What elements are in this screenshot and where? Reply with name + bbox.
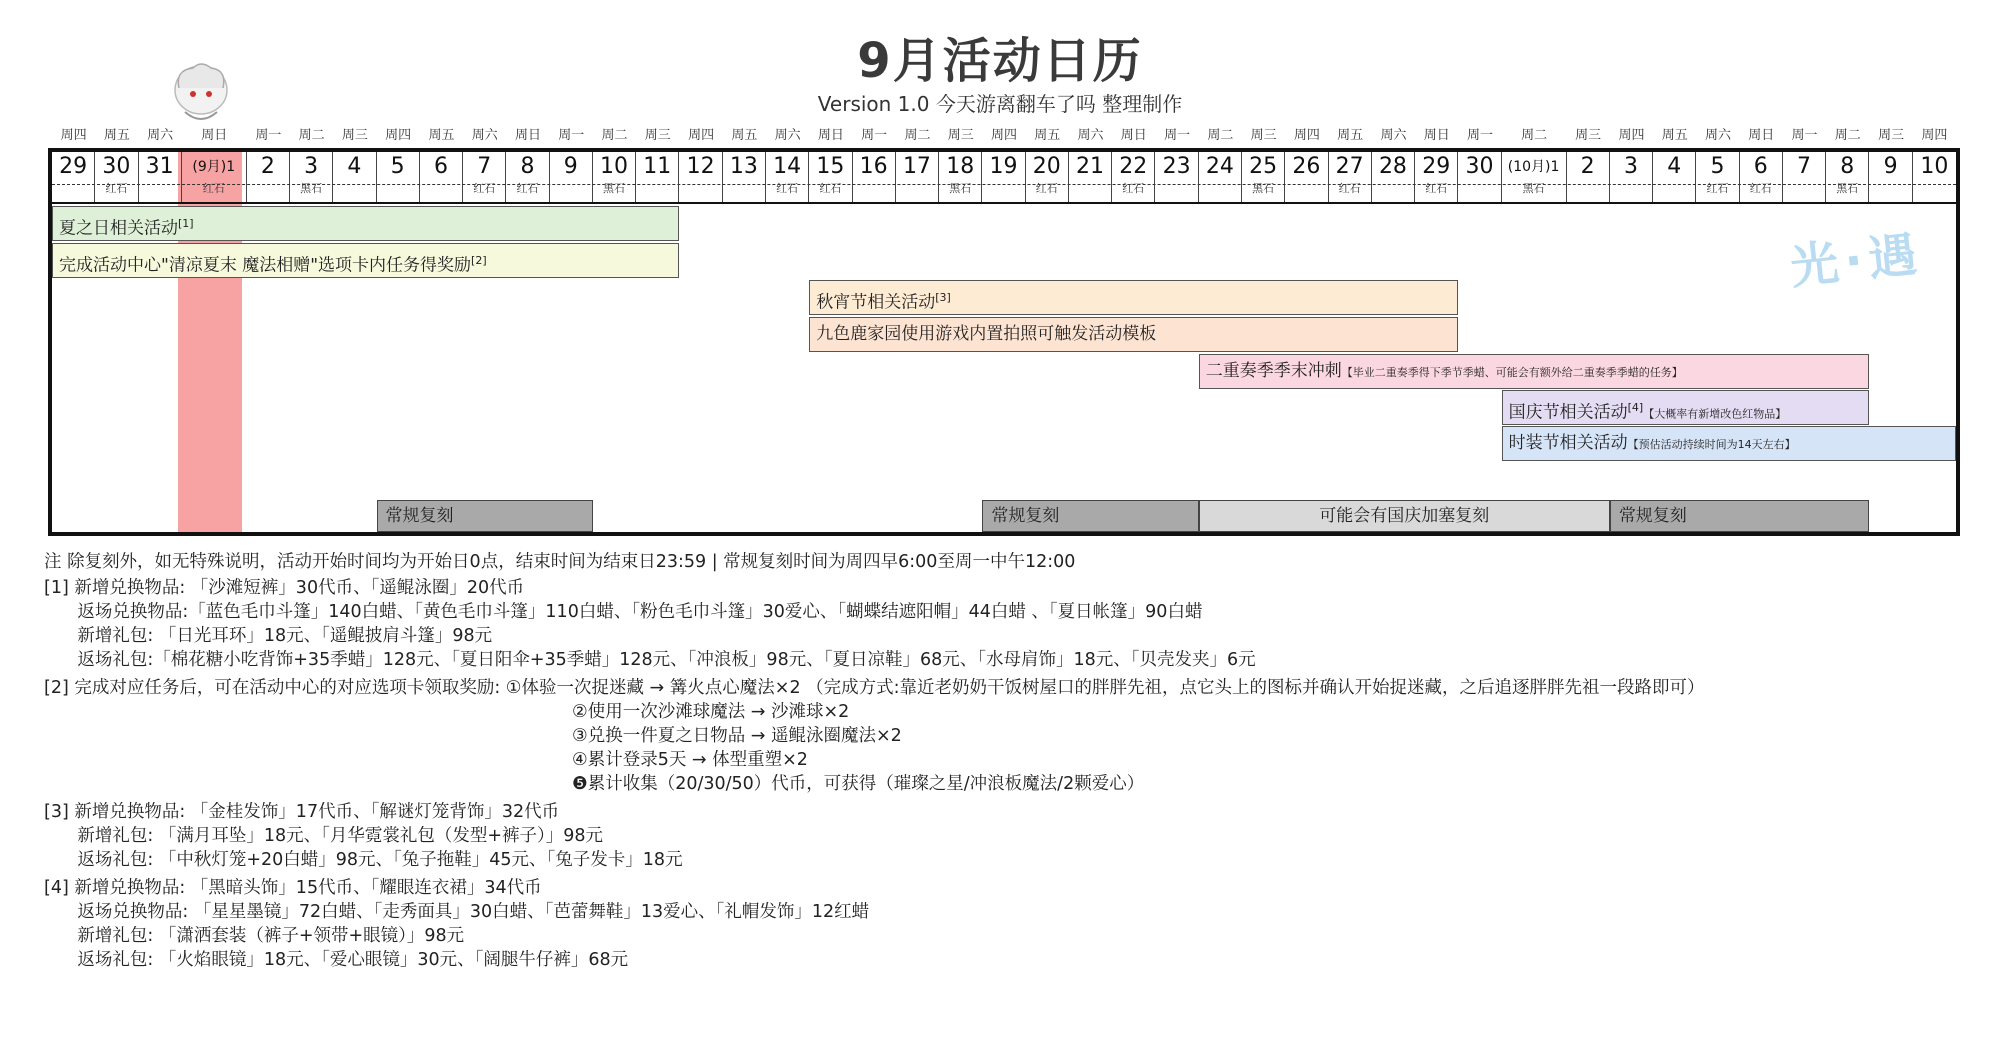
weekday-label: 周四 (990, 128, 1017, 143)
event-footnote-ref: [4] (1627, 401, 1644, 414)
weekday-label: 周三 (1878, 128, 1905, 143)
weekday-label: 周日 (1120, 128, 1147, 143)
date-number: 10 (600, 154, 629, 179)
weekday-label: 周日 (817, 128, 844, 143)
date-cell (1112, 152, 1155, 202)
rerun-bar: 可能会有国庆加塞复刻 (1199, 500, 1610, 532)
date-cell (1458, 152, 1501, 202)
shard-tag: 红石 (1338, 182, 1361, 195)
weekday-label: 周六 (1077, 128, 1104, 143)
weekday-label: 周日 (514, 128, 541, 143)
note-line: ④累计登录5天 → 体型重塑×2 (572, 750, 808, 770)
date-cell (939, 152, 982, 202)
event-note: 【大概率有新增改色红物品】 (1643, 407, 1787, 421)
date-number: 11 (643, 154, 672, 179)
date-cell (1913, 152, 1956, 202)
event-bar (52, 243, 679, 278)
date-cell (1415, 152, 1458, 202)
date-number: 7 (477, 154, 492, 179)
date-cell (247, 152, 290, 202)
event-label: 完成活动中心"清凉夏末 魔法相赠"选项卡内任务得奖励 (59, 255, 472, 276)
date-number: 3 (304, 154, 319, 179)
note-line: ❺累计收集（20/30/50）代币，可获得（璀璨之星/冲浪板魔法/2颗爱心） (572, 774, 1145, 794)
shard-tag: 红石 (202, 182, 225, 195)
note-line: [2] 完成对应任务后，可在活动中心的对应选项卡领取奖励: ①体验一次捉迷藏 → 篝火点心魔法×2 （完成方式:靠近老奶奶干饭树屋口的胖胖先祖，点它头上的图标并确认开始捉迷藏，之后追逐胖胖先祖一段路即可） (44, 678, 1705, 698)
rerun-bar: 常规复刻 (377, 500, 593, 532)
shard-tag: 红石 (1035, 182, 1058, 195)
date-number: 20 (1032, 154, 1061, 179)
note-line: [4] 新增兑换物品: 「黑暗头饰」15代币、「耀眼连衣裙」34代币 (44, 878, 542, 898)
event-bar (809, 280, 1458, 315)
shard-tag: 红石 (819, 182, 842, 195)
date-number: 25 (1249, 154, 1278, 179)
event-label: 九色鹿家园使用游戏内置拍照可触发活动模板 (816, 324, 1157, 344)
shard-tag: 红石 (1706, 182, 1729, 195)
weekday-label: 周四 (1921, 128, 1948, 143)
weekday-label: 周二 (1521, 128, 1548, 143)
date-cell (1026, 152, 1069, 202)
date-number: 4 (1667, 154, 1682, 179)
weekday-label: 周一 (1466, 128, 1493, 143)
event-footnote-ref: [1] (178, 217, 194, 230)
date-divider-dashed (52, 184, 1956, 185)
date-number: 13 (729, 154, 758, 179)
shard-tag: 黑石 (949, 182, 972, 195)
weekday-label: 周一 (1164, 128, 1191, 143)
weekday-label: 周三 (1250, 128, 1277, 143)
rerun-bar: 常规复刻 (1610, 500, 1870, 532)
date-cell (723, 152, 766, 202)
weekday-label: 周二 (601, 128, 628, 143)
date-cell (550, 152, 593, 202)
date-number: (10月)1 (1507, 159, 1560, 175)
shard-tag: 红石 (105, 182, 128, 195)
weekday-label: 周三 (644, 128, 671, 143)
date-cell (1610, 152, 1653, 202)
date-cell (766, 152, 809, 202)
date-number: 26 (1292, 154, 1321, 179)
note-line: 返场兑换物品:「蓝色毛巾斗篷」140白蜡、「黄色毛巾斗篷」110白蜡、「粉色毛巾斗篷」30爱心、「蝴蝶结遮阳帽」44白蜡 、「夏日帐篷」90白蜡 (44, 602, 1203, 622)
weekday-label: 周四 (385, 128, 412, 143)
event-bar (1502, 426, 1956, 461)
weekday-label: 周六 (1704, 128, 1731, 143)
page-title: 9月活动日历 (857, 33, 1143, 89)
date-number: 29 (1422, 154, 1451, 179)
date-cell (1567, 152, 1610, 202)
shard-tag: 黑石 (1252, 182, 1275, 195)
weekday-label: 周三 (947, 128, 974, 143)
weekday-label: 周四 (1618, 128, 1645, 143)
date-cell (95, 152, 138, 202)
event-bar (52, 206, 679, 241)
date-number: 29 (59, 154, 88, 179)
date-cell (1653, 152, 1696, 202)
date-number: 31 (145, 154, 174, 179)
date-cell (1502, 152, 1567, 202)
date-number: 9 (1883, 154, 1898, 179)
shard-tag: 红石 (1122, 182, 1145, 195)
weekday-label: 周日 (1748, 128, 1775, 143)
note-line: 返场兑换物品: 「星星墨镜」72白蜡、「走秀面具」30白蜡、「芭蕾舞鞋」13爱心、「礼帽发饰」12红蜡 (44, 902, 870, 922)
date-number: 17 (902, 154, 931, 179)
weekday-label: 周一 (861, 128, 888, 143)
shard-tag: 红石 (516, 182, 539, 195)
date-cell (1329, 152, 1372, 202)
date-cell (636, 152, 679, 202)
weekday-label: 周五 (1034, 128, 1061, 143)
weekday-label: 周二 (904, 128, 931, 143)
shard-tag: 黑石 (603, 182, 626, 195)
date-number: 8 (1840, 154, 1855, 179)
weekday-label: 周五 (1661, 128, 1688, 143)
weekday-label: 周一 (1791, 128, 1818, 143)
event-note: 【毕业二重奏季得下季节季蜡、可能会有额外给二重奏季季蜡的任务】 (1341, 366, 1683, 379)
weekday-label: 周一 (558, 128, 585, 143)
date-number: 6 (1753, 154, 1768, 179)
date-number: 28 (1378, 154, 1407, 179)
event-bar (809, 317, 1458, 352)
date-number: 5 (390, 154, 405, 179)
date-number: 22 (1119, 154, 1148, 179)
date-cell (1372, 152, 1415, 202)
weekday-label: 周六 (1380, 128, 1407, 143)
weekday-label: 周日 (201, 128, 228, 143)
date-cell (420, 152, 463, 202)
event-bar (1199, 354, 1870, 389)
date-cell (1199, 152, 1242, 202)
date-cell (1069, 152, 1112, 202)
date-number: 5 (1710, 154, 1725, 179)
date-cell (463, 152, 506, 202)
weekday-label: 周三 (341, 128, 368, 143)
event-bar (1502, 390, 1870, 425)
date-number: 6 (433, 154, 448, 179)
event-note: 【预估活动持续时间为14天左右】 (1627, 438, 1796, 451)
shard-tag: 红石 (1749, 182, 1772, 195)
date-row-bottom-border (52, 202, 1956, 204)
note-line: 新增礼包: 「日光耳环」18元、「遥鲲披肩斗篷」98元 (44, 626, 493, 646)
note-line: 返场礼包: 「中秋灯笼+20白蜡」98元、「兔子拖鞋」45元、「兔子发卡」18元 (44, 850, 683, 870)
date-cell (377, 152, 420, 202)
note-line: [1] 新增兑换物品: 「沙滩短裤」30代币、「遥鲲泳圈」20代币 (44, 578, 525, 598)
weekday-label: 周六 (471, 128, 498, 143)
date-cell (1155, 152, 1198, 202)
date-number: 12 (686, 154, 715, 179)
date-cell (853, 152, 896, 202)
date-number: 8 (520, 154, 535, 179)
date-number: 2 (260, 154, 275, 179)
weekday-label: 周四 (60, 128, 87, 143)
date-number: 30 (102, 154, 131, 179)
weekday-label: 周六 (774, 128, 801, 143)
date-number: 10 (1920, 154, 1949, 179)
chibi-avatar-icon (165, 60, 237, 128)
date-cell (982, 152, 1025, 202)
note-line: ③兑换一件夏之日物品 → 遥鲲泳圈魔法×2 (572, 726, 902, 746)
note-line: 返场礼包:「棉花糖小吃背饰+35季蜡」128元、「夏日阳伞+35季蜡」128元、「冲浪板」98元、「夏日凉鞋」68元、「水母肩饰」18元、「贝壳发夹」6元 (44, 650, 1256, 670)
date-number: 18 (946, 154, 975, 179)
note-line: 新增礼包: 「满月耳坠」18元、「月华霓裳礼包（发型+裤子）」98元 (44, 826, 604, 846)
date-number: (9月)1 (192, 159, 236, 175)
date-number: 15 (816, 154, 845, 179)
page-subtitle: Version 1.0 今天游离翻车了吗 整理制作 (817, 92, 1183, 116)
event-label: 夏之日相关活动 (59, 218, 178, 239)
shard-tag: 红石 (473, 182, 496, 195)
date-cell (182, 152, 247, 202)
weekday-label: 周二 (298, 128, 325, 143)
date-number: 7 (1797, 154, 1812, 179)
date-cell (679, 152, 722, 202)
event-label: 时装节相关活动 (1508, 433, 1628, 453)
weekday-label: 周五 (103, 128, 130, 143)
shard-tag: 黑石 (1836, 182, 1859, 195)
weekday-label: 周四 (1293, 128, 1320, 143)
date-cell (290, 152, 333, 202)
shard-tag: 红石 (1425, 182, 1448, 195)
date-number: 9 (563, 154, 578, 179)
date-cell (139, 152, 182, 202)
weekday-label: 周五 (428, 128, 455, 143)
note-line: 返场礼包: 「火焰眼镜」18元、「爱心眼镜」30元、「阔腿牛仔裤」68元 (44, 950, 629, 970)
weekday-label: 周六 (147, 128, 174, 143)
note-line: 新增礼包: 「潇洒套装（裤子+领带+眼镜）」98元 (44, 926, 465, 946)
date-cell (52, 152, 95, 202)
date-number: 19 (989, 154, 1018, 179)
date-number: 4 (347, 154, 362, 179)
date-number: 3 (1623, 154, 1638, 179)
date-number: 14 (773, 154, 802, 179)
shard-tag: 红石 (776, 182, 799, 195)
weekday-label: 周日 (1423, 128, 1450, 143)
date-cell (1783, 152, 1826, 202)
date-cell (896, 152, 939, 202)
date-number: 30 (1465, 154, 1494, 179)
date-cell (506, 152, 549, 202)
rerun-bar: 常规复刻 (982, 500, 1198, 532)
date-number: 16 (859, 154, 888, 179)
weekday-label: 周五 (731, 128, 758, 143)
note-line: [3] 新增兑换物品: 「金桂发饰」17代币、「解谜灯笼背饰」32代币 (44, 802, 560, 822)
weekday-label: 周二 (1834, 128, 1861, 143)
game-logo-watermark: 光·遇 (1787, 226, 1926, 296)
date-cell (1869, 152, 1912, 202)
shard-tag: 黑石 (300, 182, 323, 195)
event-label: 秋宵节相关活动 (816, 292, 936, 313)
date-cell (1242, 152, 1285, 202)
date-number: 21 (1076, 154, 1105, 179)
date-number: 24 (1205, 154, 1234, 179)
date-cell (809, 152, 852, 202)
date-cell (593, 152, 636, 202)
note-line: ②使用一次沙滩球魔法 → 沙滩球×2 (572, 702, 850, 722)
event-footnote-ref: [2] (471, 254, 487, 267)
event-label: 二重奏季季末冲刺 (1205, 361, 1342, 381)
date-number: 23 (1162, 154, 1191, 179)
date-number: 27 (1335, 154, 1364, 179)
date-cell (1696, 152, 1739, 202)
date-number: 2 (1580, 154, 1595, 179)
weekday-label: 周四 (688, 128, 715, 143)
weekday-label: 周二 (1207, 128, 1234, 143)
weekday-label: 周三 (1575, 128, 1602, 143)
event-footnote-ref: [3] (935, 291, 951, 304)
date-cell (1740, 152, 1783, 202)
date-cell (333, 152, 376, 202)
note-line: 注 除复刻外，如无特殊说明，活动开始时间均为开始日0点，结束时间为结束日23:59 | 常规复刻时间为周四早6:00至周一中午12:00 (44, 552, 1076, 572)
event-label: 国庆节相关活动 (1508, 402, 1628, 423)
weekday-label: 周五 (1337, 128, 1364, 143)
date-cell (1285, 152, 1328, 202)
weekday-label: 周一 (255, 128, 282, 143)
shard-tag: 黑石 (1522, 182, 1545, 195)
date-cell (1826, 152, 1869, 202)
